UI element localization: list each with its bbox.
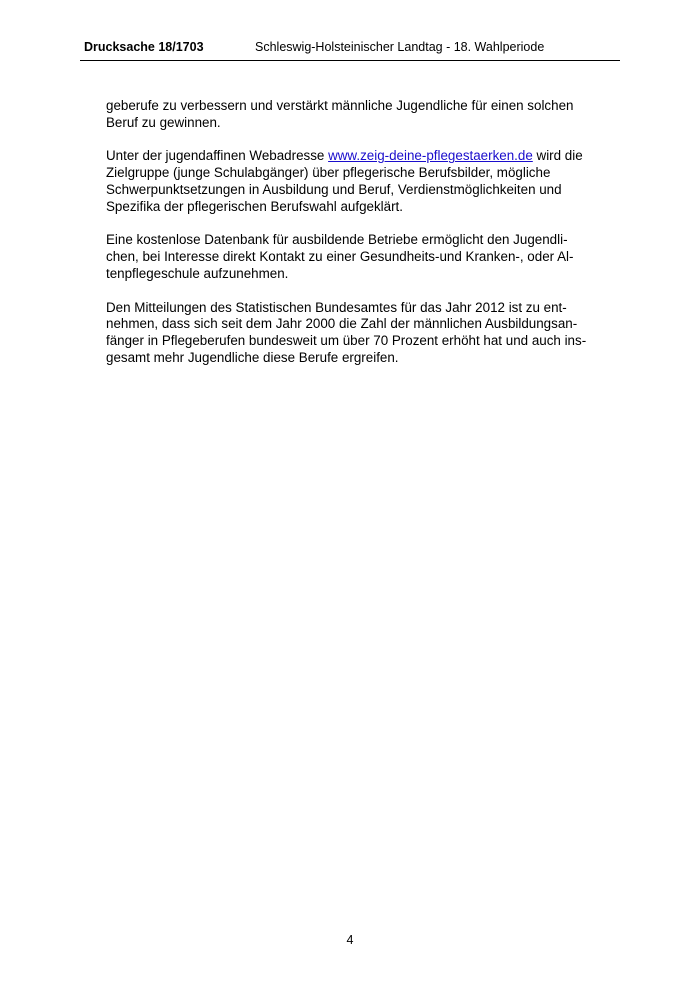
text-line: Beruf zu gewinnen.: [106, 114, 221, 130]
paragraph-2: [106, 148, 616, 215]
text-segment: Unter der jugendaffinen Webadresse: [106, 148, 329, 164]
parliament-title: Schleswig-Holsteinischer Landtag - 18. Wahlperiode: [255, 40, 545, 54]
text-line: tenpflegeschule aufzunehmen.: [106, 265, 289, 281]
website-link[interactable]: www.zeig-deine-pflegestaerken.de: [328, 148, 533, 164]
page-number: 4: [346, 933, 354, 947]
body-text: [106, 98, 616, 384]
text-line: fänger in Pflegeberufen bundesweit um über 70 Prozent erhöht hat und auch ins-: [106, 333, 587, 349]
text-segment: wird die: [532, 148, 583, 164]
paragraph-3: [106, 232, 616, 282]
document-number: Drucksache 18/1703: [84, 40, 204, 54]
text-line: Zielgruppe (junge Schulabgänger) über pflegerische Berufsbilder, mögliche: [106, 165, 551, 181]
paragraph-4: [106, 300, 616, 367]
page-header: [80, 36, 620, 61]
paragraph-1: [106, 98, 616, 132]
text-line: Schwerpunktsetzungen in Ausbildung und Beruf, Verdienstmöglichkeiten und: [106, 181, 562, 197]
text-line-with-link: [106, 148, 616, 165]
text-line: gesamt mehr Jugendliche diese Berufe ergreifen.: [106, 349, 399, 365]
text-line: nehmen, dass sich seit dem Jahr 2000 die Zahl der männlichen Ausbildungsan-: [106, 316, 578, 332]
text-line: Den Mitteilungen des Statistischen Bundesamtes für das Jahr 2012 ist zu ent-: [106, 299, 567, 315]
text-line: chen, bei Interesse direkt Kontakt zu einer Gesundheits-und Kranken-, oder Al-: [106, 249, 574, 265]
text-line: Spezifika der pflegerischen Berufswahl aufgeklärt.: [106, 198, 403, 214]
text-line: Eine kostenlose Datenbank für ausbildende Betriebe ermöglicht den Jugendli-: [106, 232, 568, 248]
text-line: geberufe zu verbessern und verstärkt männliche Jugendliche für einen solchen: [106, 98, 574, 113]
